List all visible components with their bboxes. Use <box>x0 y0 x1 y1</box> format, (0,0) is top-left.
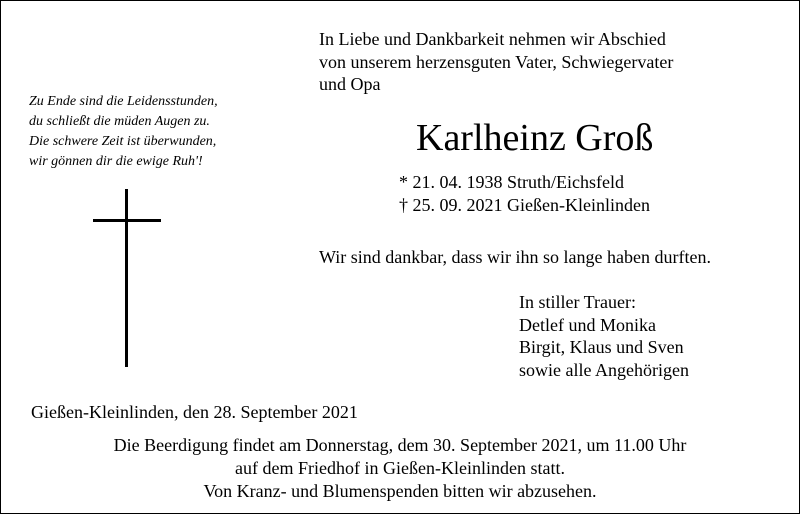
intro-text <box>319 28 673 96</box>
death-date: † 25. 09. 2021 Gießen-Kleinlinden <box>399 194 650 215</box>
funeral-info <box>1 434 799 503</box>
funeral-line: auf dem Friedhof in Gießen-Kleinlinden statt. <box>235 458 565 478</box>
intro-line: von unserem herzensguten Vater, Schwiegervater <box>319 51 674 72</box>
life-dates <box>399 171 650 216</box>
cross-horizontal-beam <box>93 219 161 222</box>
birth-date: * 21. 04. 1938 Struth/Eichsfeld <box>399 172 624 192</box>
poem-line: wir gönnen dir die ewige Ruh'! <box>29 154 203 169</box>
funeral-line: Die Beerdigung findet am Donnerstag, dem 30. September 2021, um 11.00 Uhr <box>113 435 687 455</box>
intro-line: und Opa <box>319 74 381 94</box>
poem-line: Zu Ende sind die Leidensstunden, <box>29 94 218 109</box>
mourners-list <box>519 291 689 381</box>
mourner-name: Birgit, Klaus und Sven <box>519 337 684 357</box>
cross-vertical-beam <box>125 189 128 367</box>
poem-line: Die schwere Zeit ist überwunden, <box>29 134 217 149</box>
thanks-text: Wir sind dankbar, dass wir ihn so lange haben durften. <box>319 247 711 267</box>
place-and-date: Gießen-Kleinlinden, den 28. September 2021 <box>31 402 358 422</box>
intro-line: In Liebe und Dankbarkeit nehmen wir Abschied <box>319 29 666 49</box>
mourner-name: sowie alle Angehörigen <box>519 359 689 380</box>
deceased-name: Karlheinz Groß <box>416 117 654 159</box>
mourner-name: Detlef und Monika <box>519 314 656 335</box>
memorial-poem <box>29 92 218 172</box>
mourners-heading: In stiller Trauer: <box>519 292 636 312</box>
poem-line: du schließt die müden Augen zu. <box>29 114 210 129</box>
funeral-line: Von Kranz- und Blumenspenden bitten wir abzusehen. <box>203 481 597 501</box>
cross-icon <box>93 189 161 367</box>
